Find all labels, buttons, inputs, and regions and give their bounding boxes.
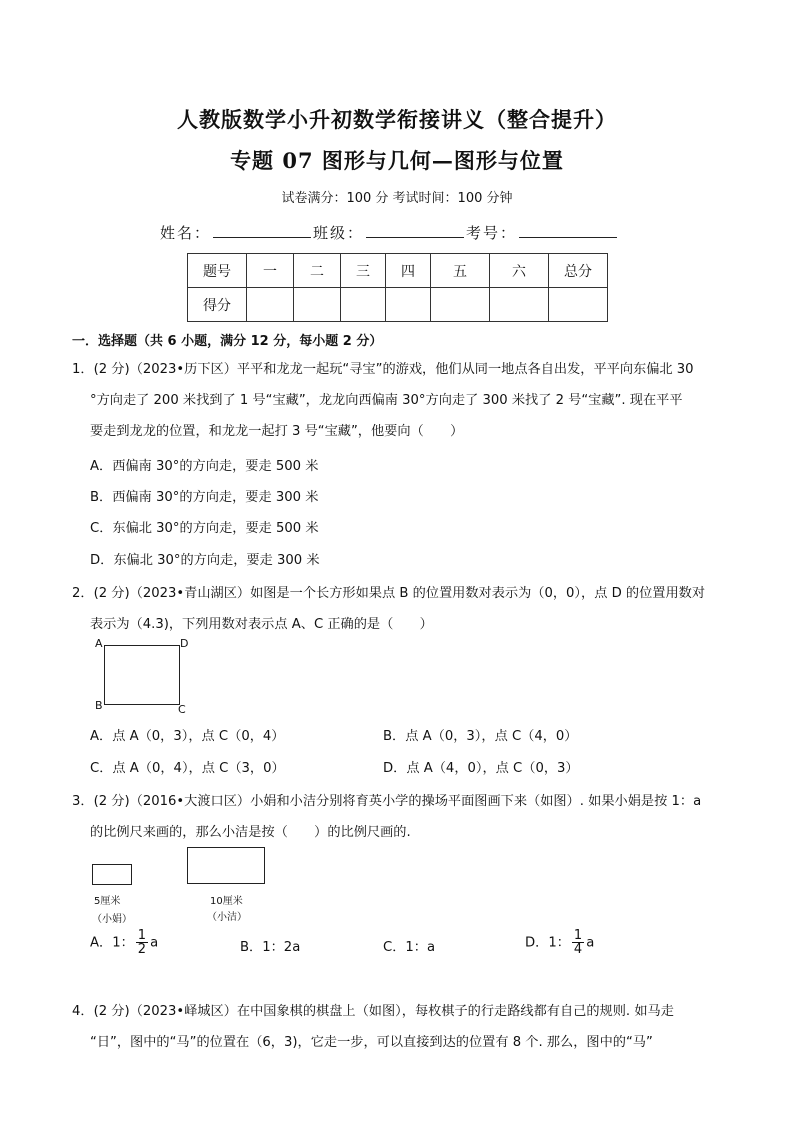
q2-label-a: A bbox=[95, 637, 103, 650]
score-cell[interactable] bbox=[431, 288, 490, 322]
name-label: 姓名： bbox=[160, 224, 212, 242]
q3-option-a-suffix: a bbox=[150, 935, 159, 951]
section-title: 一．选择题（共 6 小题，满分 12 分，每小题 2 分） bbox=[72, 334, 383, 349]
question-3-line-2: 的比例尺来画的，那么小洁是按（ ）的比例尺画的. bbox=[90, 825, 411, 840]
question-1-line-1: 1．(2 分)（2023•历下区）平平和龙龙一起玩“寻宝”的游戏，他们从同一地点各自出发，平平向东偏北 30 bbox=[72, 362, 694, 377]
fraction-one-quarter bbox=[572, 929, 584, 956]
name-blank[interactable] bbox=[213, 223, 311, 238]
score-table-score-row bbox=[188, 288, 608, 322]
document-subtitle: 专题 07 图形与几何—图形与位置 bbox=[230, 148, 564, 173]
q2-option-a[interactable]: A．点 A（0，3），点 C（0，4） bbox=[90, 729, 285, 744]
score-header-cell: 六 bbox=[490, 254, 549, 288]
score-row-label: 得分 bbox=[188, 288, 247, 322]
q1-option-d[interactable]: D．东偏北 30°的方向走，要走 300 米 bbox=[90, 553, 320, 568]
q3-small-length: 5厘米 bbox=[94, 896, 121, 907]
q1-option-b[interactable]: B．西偏南 30°的方向走，要走 300 米 bbox=[90, 490, 319, 505]
q2-option-d[interactable]: D．点 A（4，0），点 C（0，3） bbox=[383, 761, 579, 776]
question-2 bbox=[72, 578, 732, 640]
fraction-numerator: 1 bbox=[573, 928, 583, 943]
q3-large-length: 10厘米 bbox=[210, 896, 243, 907]
id-label: 考号： bbox=[466, 224, 518, 242]
score-cell[interactable] bbox=[341, 288, 386, 322]
document-title: 人教版数学小升初数学衔接讲义（整合提升） bbox=[177, 107, 617, 132]
class-blank[interactable] bbox=[366, 223, 464, 238]
score-cell[interactable] bbox=[386, 288, 431, 322]
q3-large-name: （小洁） bbox=[207, 912, 247, 923]
student-info-line bbox=[160, 222, 680, 243]
score-cell[interactable] bbox=[549, 288, 608, 322]
score-header-cell: 一 bbox=[247, 254, 294, 288]
question-2-line-2: 表示为（4.3)，下列用数对表示点 A、C 正确的是（ ） bbox=[90, 617, 433, 632]
fraction-one-half bbox=[136, 929, 148, 956]
score-header-cell: 五 bbox=[431, 254, 490, 288]
q3-option-d-prefix: D．1： bbox=[525, 935, 570, 951]
class-label: 班级： bbox=[313, 224, 365, 242]
question-4-line-2: “日”，图中的“马”的位置在（6，3)，它走一步，可以直接到达的位置有 8 个. 那么，图中的“马” bbox=[90, 1035, 653, 1050]
score-header-cell: 题号 bbox=[188, 254, 247, 288]
fraction-denominator: 2 bbox=[137, 942, 147, 957]
q1-option-c[interactable]: C．东偏北 30°的方向走，要走 500 米 bbox=[90, 521, 319, 536]
question-4-line-1: 4．(2 分)（2023•峄城区）在中国象棋的棋盘上（如图），每枚棋子的行走路线都有自己的规则. 如马走 bbox=[72, 1004, 674, 1019]
question-4 bbox=[72, 996, 732, 1058]
score-table-header-row bbox=[188, 254, 608, 288]
id-blank[interactable] bbox=[519, 223, 617, 238]
q3-option-b[interactable]: B．1：2a bbox=[240, 940, 301, 955]
q3-option-d[interactable] bbox=[525, 929, 594, 956]
q2-rectangle-figure bbox=[104, 645, 180, 705]
score-header-cell: 四 bbox=[386, 254, 431, 288]
question-1 bbox=[72, 354, 732, 447]
fraction-numerator: 1 bbox=[137, 928, 147, 943]
q3-small-rectangle bbox=[92, 864, 132, 885]
q3-option-a-prefix: A．1： bbox=[90, 935, 134, 951]
q3-option-a[interactable] bbox=[90, 929, 158, 956]
q2-label-d: D bbox=[180, 637, 189, 650]
score-cell[interactable] bbox=[490, 288, 549, 322]
score-header-cell: 二 bbox=[294, 254, 341, 288]
score-header-cell: 总分 bbox=[549, 254, 608, 288]
exam-info: 试卷满分：100 分 考试时间：100 分钟 bbox=[281, 191, 513, 206]
question-3-line-1: 3．(2 分)（2016•大渡口区）小娟和小洁分别将育英小学的操场平面图画下来（如图）. 如果小娟是按 1：a bbox=[72, 794, 702, 809]
question-3 bbox=[72, 786, 732, 848]
question-1-line-3: 要走到龙龙的位置，和龙龙一起打 3 号“宝藏”，他要向（ ） bbox=[90, 424, 464, 439]
q3-small-name: （小娟） bbox=[92, 914, 132, 925]
q2-option-b[interactable]: B．点 A（0，3），点 C（4，0） bbox=[383, 729, 578, 744]
score-cell[interactable] bbox=[247, 288, 294, 322]
score-header-cell: 三 bbox=[341, 254, 386, 288]
question-1-line-2: °方向走了 200 米找到了 1 号“宝藏”，龙龙向西偏南 30°方向走了 300 米找了 2 号“宝藏”. 现在平平 bbox=[90, 393, 683, 408]
q2-option-c[interactable]: C．点 A（0，4），点 C（3，0） bbox=[90, 761, 285, 776]
q1-option-a[interactable]: A．西偏南 30°的方向走，要走 500 米 bbox=[90, 459, 319, 474]
score-table bbox=[187, 253, 608, 322]
q3-option-c[interactable]: C．1：a bbox=[383, 940, 436, 955]
q2-label-c: C bbox=[178, 703, 186, 716]
q3-option-d-suffix: a bbox=[586, 935, 595, 951]
q3-large-rectangle bbox=[187, 847, 265, 884]
question-2-line-1: 2．(2 分)（2023•青山湖区）如图是一个长方形如果点 B 的位置用数对表示为（0，0），点 D 的位置用数对 bbox=[72, 586, 706, 601]
score-cell[interactable] bbox=[294, 288, 341, 322]
q2-label-b: B bbox=[95, 699, 103, 712]
fraction-denominator: 4 bbox=[573, 942, 583, 957]
